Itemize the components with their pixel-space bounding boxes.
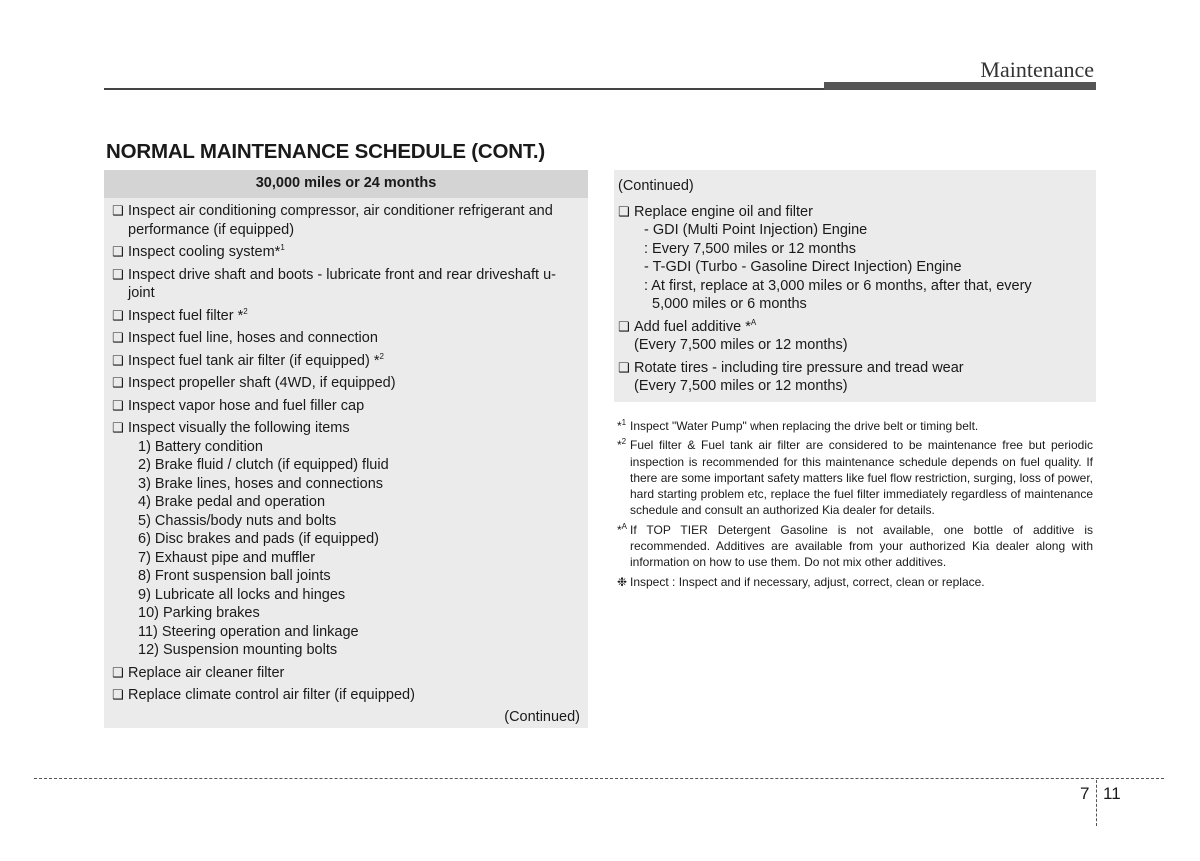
footnote-mark: *$^A$ [617, 521, 628, 537]
checkbox-icon: ❑ [112, 664, 124, 680]
schedule-left-panel [104, 170, 588, 728]
checkbox-icon: ❑ [112, 266, 124, 282]
footnote-text: If TOP TIER Detergent Gasoline is not available, one bottle of additive is recommended. Additives are available from your authorized Kia dealer along with information on how to use them. Do not mix other additives. [630, 522, 1093, 570]
checklist-item [618, 359, 1090, 396]
visual-inspection-item: 1) Battery condition [138, 438, 263, 455]
checklist-item [112, 266, 580, 303]
checklist-item [112, 352, 580, 371]
checklist-item [112, 664, 580, 683]
footnote-mark: ❉ [617, 574, 628, 589]
page-header-title: Maintenance [980, 57, 1094, 82]
footnote-text: Inspect "Water Pump" when replacing the drive belt or timing belt. [630, 419, 979, 433]
schedule-right-panel [614, 170, 1096, 402]
item-title: Rotate tires - including tire pressure and tread wear [634, 359, 964, 376]
footnote [617, 437, 1093, 518]
footnotes [617, 418, 1093, 593]
checkbox-icon: ❑ [112, 307, 124, 323]
checkbox-icon: ❑ [618, 359, 630, 375]
item-detail: (Every 7,500 miles or 12 months) [634, 337, 848, 353]
checklist-item [618, 203, 1090, 314]
chapter-number: 7 [1080, 784, 1090, 803]
left-item-list [104, 198, 588, 726]
visual-inspection-item: 3) Brake lines, hoses and connections [138, 475, 384, 492]
right-item-list [614, 170, 1096, 396]
item-text: Inspect propeller shaft (4WD, if equipped) [128, 375, 396, 391]
checkbox-icon: ❑ [112, 203, 124, 218]
item-detail: (Every 7,500 miles or 12 months) [634, 378, 848, 394]
checkbox-icon: ❑ [618, 203, 630, 219]
header-bar [824, 82, 1096, 90]
footnote-mark: *$^1$ [617, 418, 627, 433]
oil-detail-line: - GDI (Multi Point Injection) Engine [644, 222, 868, 238]
checkbox-icon: ❑ [112, 375, 124, 390]
footnote-mark: *$^2$ [617, 437, 627, 453]
visual-inspection-item: 10) Parking brakes [138, 605, 260, 621]
oil-detail-line: - T-GDI (Turbo - Gasoline Direct Injection) Engine [644, 259, 962, 275]
oil-detail-line: : Every 7,500 miles or 12 months [644, 240, 856, 257]
continued-label: (Continued) [618, 178, 694, 194]
item-text: Replace climate control air filter (if equipped) [128, 687, 415, 703]
item-title: Add fuel additive *$^A$ [634, 317, 757, 335]
checkbox-icon: ❑ [112, 687, 124, 702]
checklist-item [112, 419, 580, 660]
item-text: Inspect air conditioning compressor, air conditioner refrigerant and performance (if equipped) [128, 203, 553, 238]
item-title: Replace engine oil and filter [634, 203, 813, 220]
checklist-item [112, 243, 580, 262]
footnote [617, 522, 1093, 571]
checkbox-icon: ❑ [112, 397, 124, 413]
header-rule [104, 88, 824, 90]
item-text: Inspect vapor hose and fuel filler cap [128, 397, 365, 414]
item-text: Inspect fuel filter *$^2$ [128, 306, 248, 324]
checklist-item [112, 307, 580, 326]
item-text: Inspect fuel line, hoses and connection [128, 330, 378, 346]
item-text: Inspect drive shaft and boots - lubricate front and rear driveshaft u-joint [128, 266, 556, 301]
item-text: Inspect fuel tank air filter (if equipped) *$^2$ [128, 351, 384, 369]
footnote-text: Fuel filter & Fuel tank air filter are considered to be maintenance free but periodic inspection is recommended for this maintenance schedule depends on fuel quality. If there are some important safety matters like fuel flow restriction, surging, loss of power, hard starting problem etc, replace the fuel filter immediately regardless of maintenance schedule and consult an authorized Kia dealer for details. [630, 438, 1093, 518]
checklist-item [112, 397, 580, 416]
continued-label: (Continued) [504, 708, 580, 725]
visual-inspection-item: 8) Front suspension ball joints [138, 568, 331, 584]
checklist-item [618, 318, 1090, 355]
visual-inspection-item: 7) Exhaust pipe and muffler [138, 549, 316, 566]
visual-inspection-list [128, 438, 580, 660]
item-text: Inspect cooling system*$^1$ [128, 243, 285, 260]
checklist-item [112, 374, 580, 393]
checklist-item [112, 686, 580, 705]
footer-divider [1096, 780, 1097, 826]
oil-details [634, 221, 1090, 314]
visual-inspection-item: 4) Brake pedal and operation [138, 494, 326, 510]
footnote [617, 574, 1093, 590]
oil-detail-line: 5,000 miles or 6 months [644, 296, 807, 312]
checkbox-icon: ❑ [112, 420, 124, 435]
checklist-item [112, 202, 580, 239]
item-text: Replace air cleaner filter [128, 664, 285, 681]
visual-inspection-item: 6) Disc brakes and pads (if equipped) [138, 531, 379, 547]
checkbox-icon: ❑ [112, 330, 124, 345]
visual-inspection-item: 12) Suspension mounting bolts [138, 642, 338, 658]
item-text: Inspect visually the following items 1) Battery condition 2) Brake fluid / clutch (if equipped) fluid 3) Brake lines, hoses and connections 4) Brake pedal and operation 5) Chassis/body nuts and bolts 6) Disc brakes and pads (if equipped) 7) Exhaust pipe and muffler 8) Front suspension ball joints 9) Lubricate all locks and hinges 10) Parking brakes 11) Steering operation and linkage 12) Suspension mounting bolts [128, 419, 580, 660]
visual-inspection-item: 2) Brake fluid / clutch (if equipped) fluid [138, 457, 389, 473]
visual-inspection-item: 9) Lubricate all locks and hinges [138, 586, 346, 603]
visual-inspection-item: 5) Chassis/body nuts and bolts [138, 512, 337, 529]
page-number: 11 [1103, 784, 1121, 803]
section-title: NORMAL MAINTENANCE SCHEDULE (CONT.) [106, 140, 546, 163]
footer-rule [34, 778, 1164, 779]
visual-inspection-item: 11) Steering operation and linkage [138, 623, 359, 640]
interval-heading: 30,000 miles or 24 months [104, 170, 588, 198]
checkbox-icon: ❑ [618, 318, 630, 334]
checklist-item [112, 329, 580, 348]
checkbox-icon: ❑ [112, 244, 124, 259]
footnote-text: Inspect : Inspect and if necessary, adjust, correct, clean or replace. [630, 574, 985, 589]
checkbox-icon: ❑ [112, 352, 124, 368]
oil-detail-line: : At first, replace at 3,000 miles or 6 months, after that, every [644, 277, 1032, 294]
footnote [617, 418, 1093, 434]
